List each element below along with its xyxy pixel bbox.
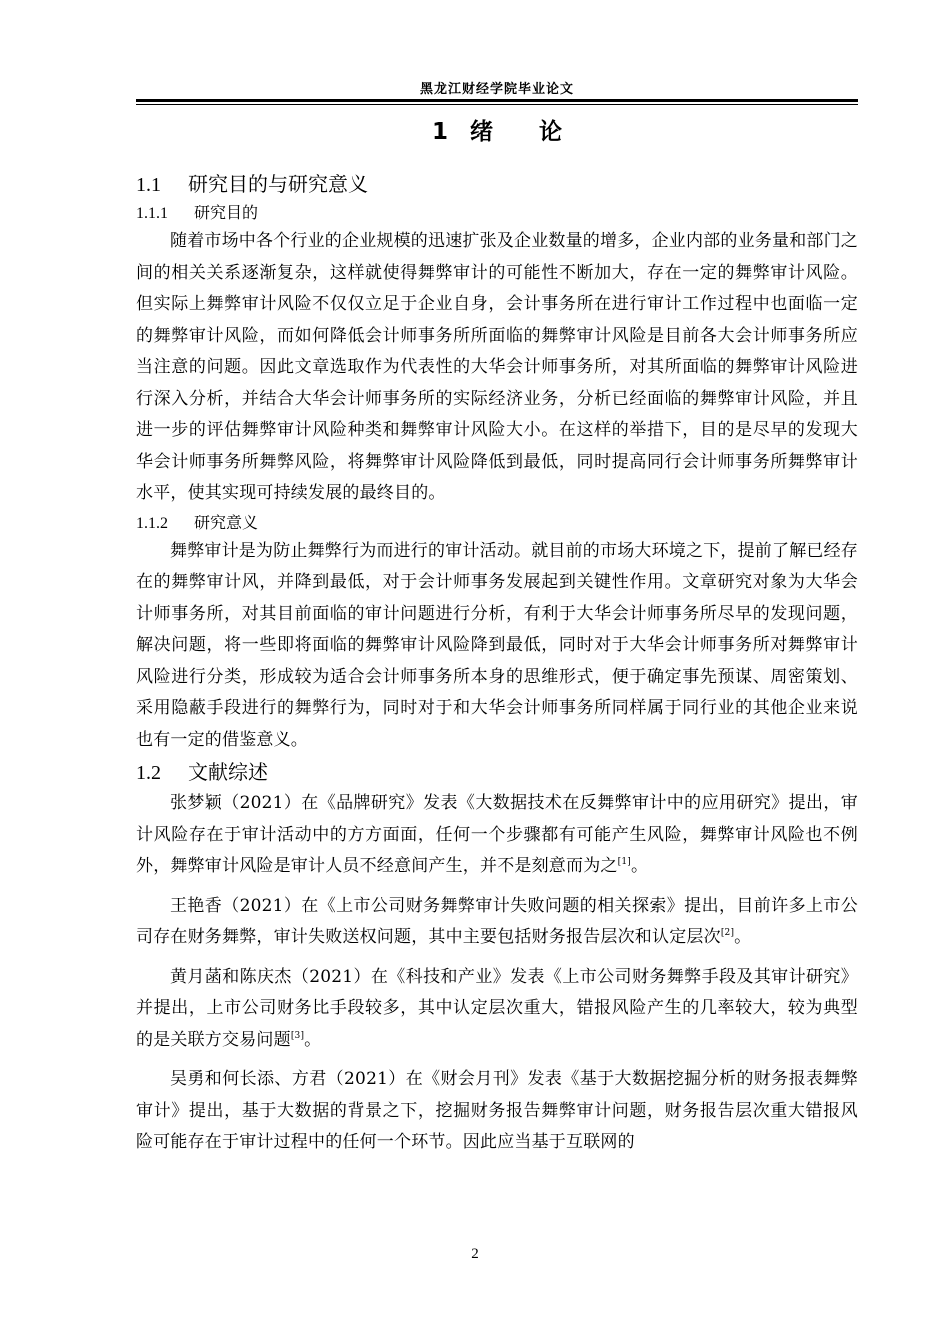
paragraph-literature-3 [136,962,858,1057]
subsection-heading-1-1-2 [136,510,858,536]
paragraph-gap [136,954,858,962]
paragraph-tail: 。 [630,856,649,876]
section-title: 文献综述 [188,760,268,784]
section-number: 1.2 [136,762,161,784]
section-number: 1.1 [136,174,161,196]
section-heading-1-2 [136,756,858,788]
page-number: 2 [471,1246,479,1262]
body-content [136,112,858,1159]
paragraph-research-purpose: 随着市场中各个行业的企业规模的迅速扩张及企业数量的增多，企业内部的业务量和部门之间的相关关系逐渐复杂，这样就使得舞弊审计的可能性不断加大，存在一定的舞弊审计风险。但实际上舞弊审计风险不仅仅立足于企业自身，会计事务所在进行审计工作过程中也面临一定的舞弊审计风险，而如何降低会计师事务所所面临的舞弊审计风险是目前各大会计师事务所应当注意的问题。因此文章选取作为代表性的大华会计师事务所，对其所面临的舞弊审计风险进行深入分析，并结合大华会计师事务所的实际经济业务，分析已经面临的舞弊审计风险，并且进一步的评估舞弊审计风险种类和舞弊审计风险大小。在这样的举措下，目的是尽早的发现大华会计师事务所舞弊风险，将舞弊审计风险降低到最低，同时提高同行会计师事务所舞弊审计水平，使其实现可持续发展的最终目的。 [136,231,858,503]
paragraph-gap [136,883,858,891]
paragraph-text: 张梦颖（2021）在《品牌研究》发表《大数据技术在反舞弊审计中的应用研究》提出，审计风险存在于审计活动中的方方面面，任何一个步骤都有可能产生风险，舞弊审计风险也不例外，舞弊审计风险是审计人员不经意间产生，并不是刻意而为之 [136,793,858,876]
chapter-title-char-1: 绪 [470,119,493,145]
paragraph-gap [136,1056,858,1064]
chapter-title-char-2: 论 [539,119,563,145]
paragraph-literature-1 [136,788,858,883]
running-header: 黑龙江财经学院毕业论文 [419,82,574,97]
paragraph-literature-2 [136,891,858,954]
header-rule-thin [136,104,858,105]
paragraph-text: 吴勇和何长添、方君（2021）在《财会月刊》发表《基于大数据挖掘分析的财务报表舞弊审计》提出，基于大数据的背景之下，挖掘财务报告舞弊审计问题，财务报告层次重大错报风险可能存在于审计过程中的任何一个环节。因此应当基于互联网的 [136,1069,858,1152]
chapter-number: 1 [431,119,448,145]
paragraph-research-significance: 舞弊审计是为防止舞弊行为而进行的审计活动。就目前的市场大环境之下，提前了解已经存在的舞弊审计风，并降到最低，对于会计师事务发展起到关键性作用。文章研究对象为大华会计师事务所，对其目前面临的审计问题进行分析，有利于大华会计师事务所尽早的发现问题，解决问题，将一些即将面临的舞弊审计风险降到最低，同时对于大华会计师事务所对舞弊审计风险进行分类，形成较为适合会计师事务所本身的思维形式，便于确定事先预谋、周密策划、采用隐蔽手段进行的舞弊行为，同时对于和大华会计师事务所同样属于同行业的其他企业来说也有一定的借鉴意义。 [136,540,858,750]
citation-ref[interactable]: [1] [617,857,631,867]
paragraph-tail: 。 [734,927,752,947]
header-rule-thick [136,99,858,102]
subsection-title: 研究意义 [194,512,259,532]
chapter-title [136,112,858,152]
citation-ref[interactable]: [3] [290,1030,305,1041]
paragraph-text: 王艳香（2021）在《上市公司财务舞弊审计失败问题的相关探索》提出，目前许多上市公司存在财务舞弊，审计失败送权问题，其中主要包括财务报告层次和认定层次 [136,895,858,947]
paragraph-literature-4 [136,1064,858,1159]
section-heading-1-1 [136,168,858,200]
subsection-title: 研究目的 [194,203,259,222]
citation-ref[interactable]: [2] [720,928,735,938]
subsection-number: 1.1.2 [136,514,168,532]
subsection-number: 1.1.1 [136,205,168,222]
section-title: 研究目的与研究意义 [188,172,368,196]
paragraph-tail: 。 [304,1029,322,1050]
paragraph-text: 黄月菡和陈庆杰（2021）在《科技和产业》发表《上市公司财务舞弊手段及其审计研究》并提出，上市公司财务比手段较多，其中认定层次重大，错报风险产生的几率较大，较为典型的是关联方交易问题 [136,966,858,1050]
subsection-heading-1-1-1 [136,200,858,226]
